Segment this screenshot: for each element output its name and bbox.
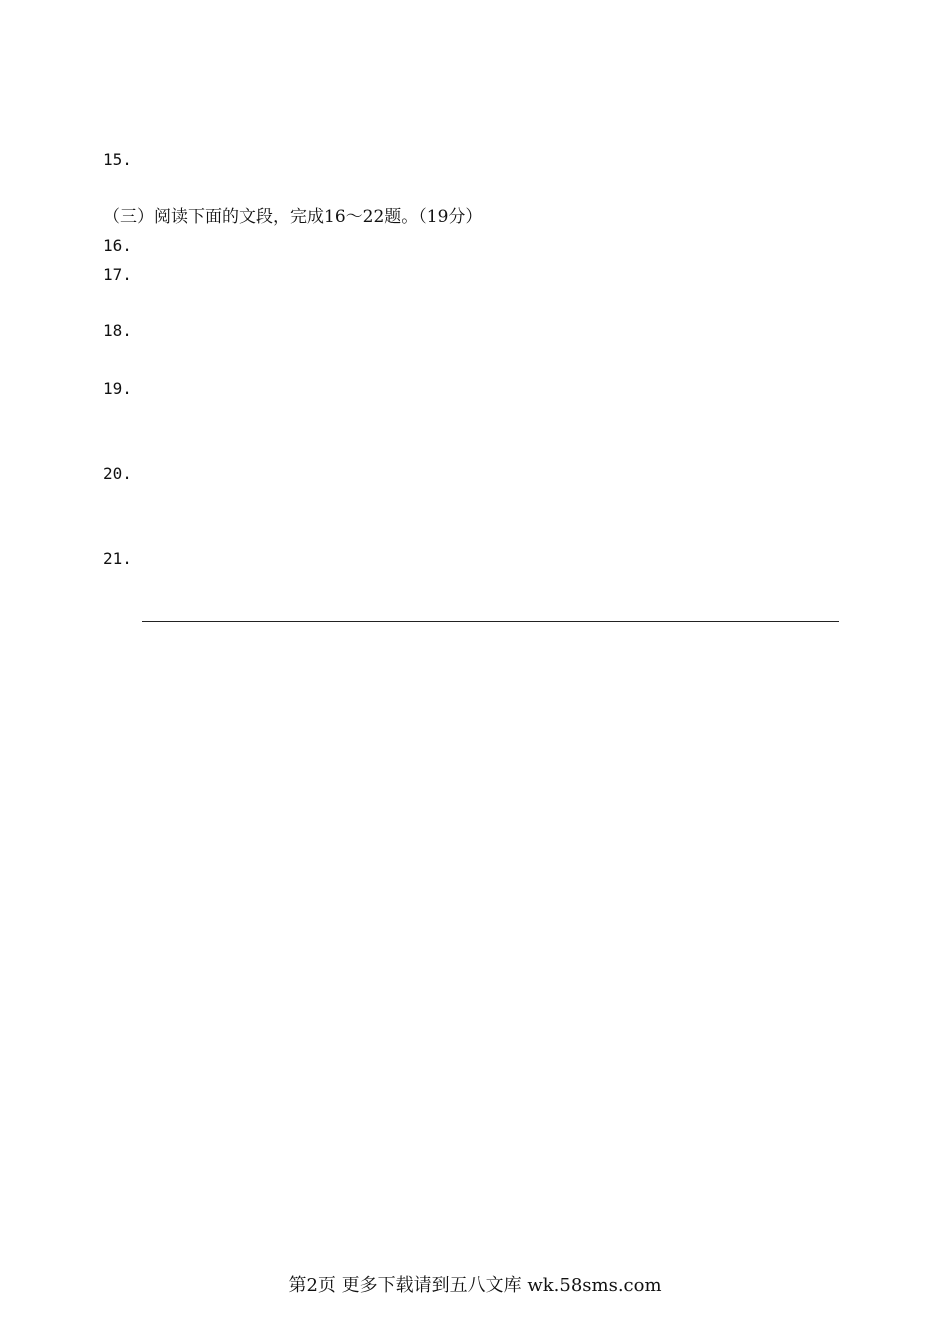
question-number-15: 15. <box>103 150 132 169</box>
question-number-20: 20. <box>103 464 132 483</box>
section-three-heading: （三）阅读下面的文段，完成16～22题。（19分） <box>103 207 483 227</box>
question-number-21: 21. <box>103 549 132 568</box>
question-number-19: 19. <box>103 379 132 398</box>
answer-line-divider <box>142 621 839 622</box>
question-number-16: 16. <box>103 236 132 255</box>
question-number-17: 17. <box>103 265 132 284</box>
question-number-18: 18. <box>103 321 132 340</box>
page-footer: 第2页 更多下载请到五八文库 wk.58sms.com <box>288 1275 662 1296</box>
